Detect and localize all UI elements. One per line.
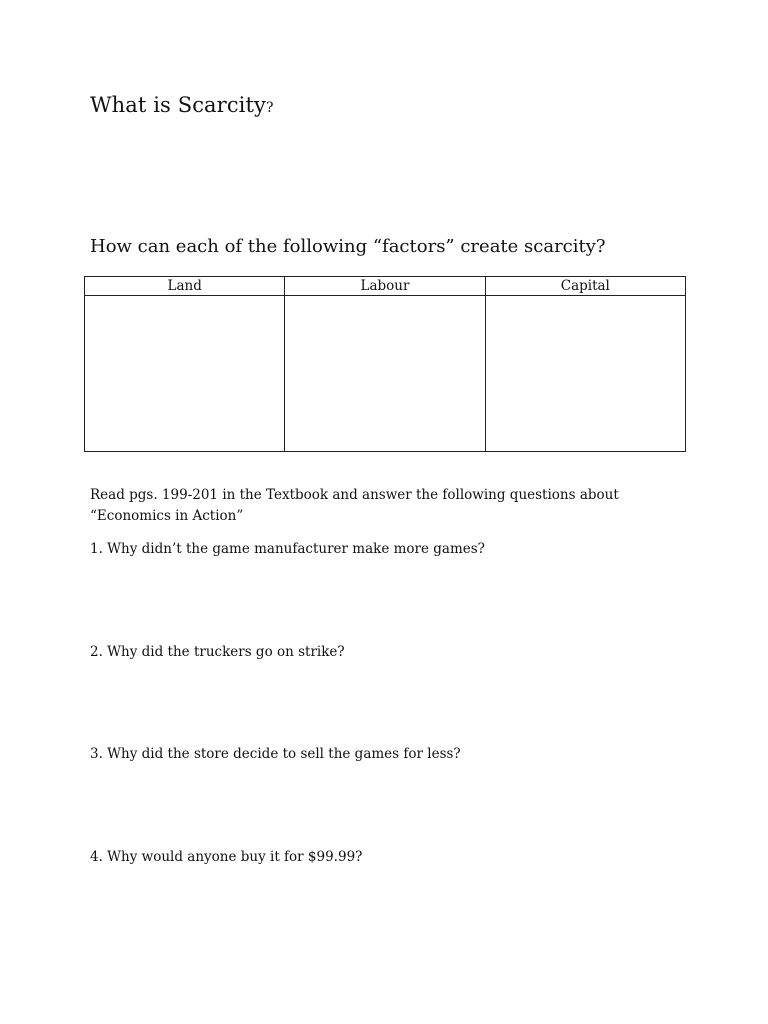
question-3: 3. Why did the store decide to sell the games for less? [90,746,461,762]
instructions-line-1: Read pgs. 199-201 in the Textbook and answer the following questions about [90,487,619,503]
answer-cell-labour[interactable] [285,296,485,452]
question-2: 2. Why did the truckers go on strike? [90,644,345,660]
answer-cell-capital[interactable] [485,296,685,452]
header-capital: Capital [485,277,685,296]
header-labour: Labour [285,277,485,296]
question-1: 1. Why didn’t the game manufacturer make more games? [90,541,485,557]
reading-instructions [90,485,650,527]
factors-table-header-row [85,277,686,296]
worksheet-title [90,93,274,117]
header-land: Land [85,277,285,296]
factors-table-answer-row [85,296,686,452]
question-4: 4. Why would anyone buy it for $99.99? [90,849,363,865]
factors-table [84,276,686,452]
title-text: What is Scarcity [90,93,266,117]
title-question-mark: ? [266,100,274,116]
answer-cell-land[interactable] [85,296,285,452]
instructions-line-2: “Economics in Action” [90,508,244,524]
factors-prompt: How can each of the following “factors” create scarcity? [90,236,606,257]
